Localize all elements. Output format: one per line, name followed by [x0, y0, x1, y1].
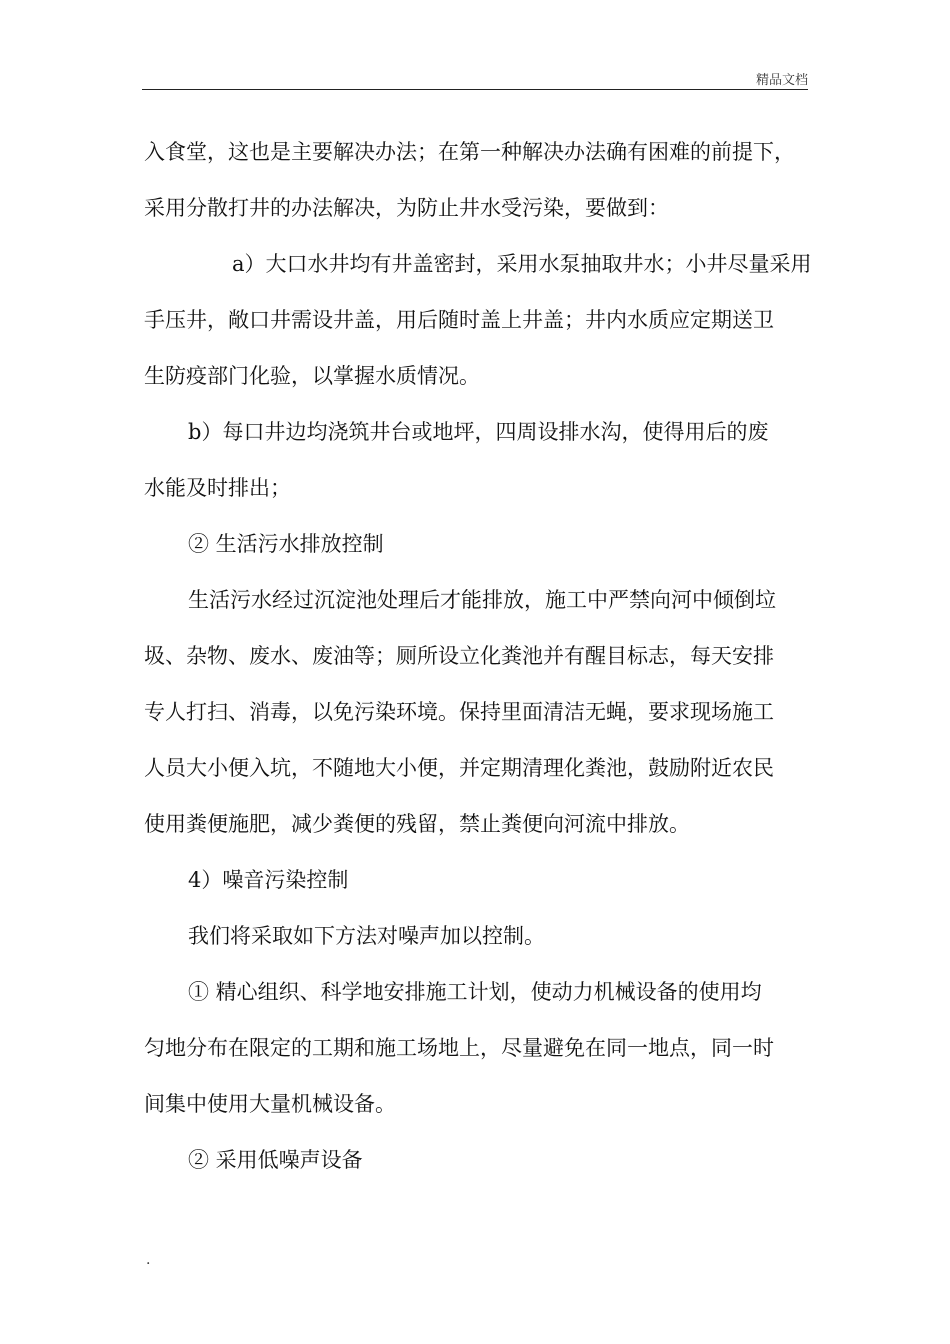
text-line-16: ① 精心组织、科学地安排施工计划，使动力机械设备的使用均 — [188, 980, 762, 1004]
text-line-5: 生防疫部门化验，以掌握水质情况。 — [144, 364, 480, 388]
text-line-3: a）大口水井均有井盖密封，采用水泵抽取井水；小井尽量采用 — [232, 252, 812, 276]
text-line-6: b）每口井边均浇筑井台或地坪，四周设排水沟，使得用后的废 — [188, 420, 769, 444]
text-line-19: ② 采用低噪声设备 — [188, 1148, 363, 1172]
text-line-11: 专人打扫、消毒，以免污染环境。保持里面清洁无蝇，要求现场施工 — [144, 700, 774, 724]
footer-mark: . — [146, 1252, 151, 1268]
text-line-18: 间集中使用大量机械设备。 — [144, 1092, 396, 1116]
text-line-15: 我们将采取如下方法对噪声加以控制。 — [188, 924, 545, 948]
text-line-12: 人员大小便入坑，不随地大小便，并定期清理化粪池，鼓励附近农民 — [144, 756, 774, 780]
text-line-1: 入食堂，这也是主要解决办法；在第一种解决办法确有困难的前提下， — [144, 140, 795, 164]
text-line-13: 使用粪便施肥，减少粪便的残留，禁止粪便向河流中排放。 — [144, 812, 690, 836]
document-body — [144, 124, 812, 1188]
text-line-14: 4）噪音污染控制 — [188, 868, 349, 892]
text-line-2: 采用分散打井的办法解决，为防止井水受污染，要做到： — [144, 196, 669, 220]
header-rule — [142, 89, 808, 90]
text-line-17: 匀地分布在限定的工期和施工场地上，尽量避免在同一地点，同一时 — [144, 1036, 774, 1060]
text-line-9: 生活污水经过沉淀池处理后才能排放，施工中严禁向河中倾倒垃 — [188, 588, 776, 612]
header-label: 精品文档 — [755, 73, 808, 88]
text-line-8: ② 生活污水排放控制 — [188, 532, 384, 556]
text-line-7: 水能及时排出； — [144, 476, 291, 500]
text-line-10: 圾、杂物、废水、废油等；厕所设立化粪池并有醒目标志，每天安排 — [144, 644, 774, 668]
text-line-4: 手压井，敞口井需设井盖，用后随时盖上井盖；井内水质应定期送卫 — [144, 308, 774, 332]
